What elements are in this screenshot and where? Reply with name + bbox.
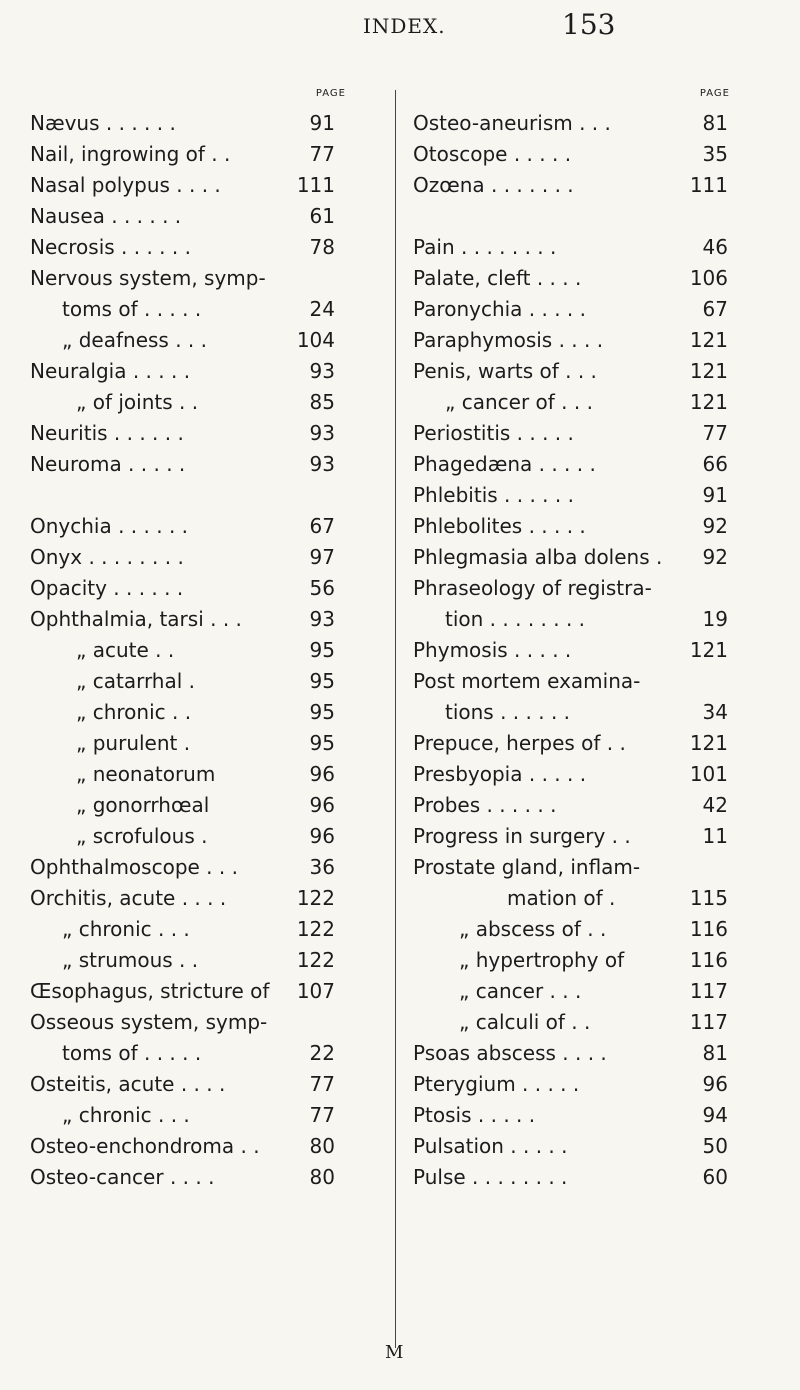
index-entry — [413, 1038, 754, 1069]
entry-label: Prostate gland, inflam- — [413, 855, 641, 879]
index-entry — [30, 790, 370, 821]
entry-page-number: 121 — [688, 387, 728, 418]
entry-page-number: 93 — [308, 604, 335, 635]
entry-page-number: 92 — [701, 511, 728, 542]
index-entry — [30, 1100, 370, 1131]
entry-label: Otoscope . . . . . — [413, 142, 572, 166]
page-column-header: PAGE — [315, 88, 346, 99]
entry-label: toms of . . . . . — [62, 297, 202, 321]
entry-page-number: 111 — [295, 170, 335, 201]
entry-label: „ abscess of . . — [459, 917, 607, 941]
entry-page-number: 122 — [295, 883, 335, 914]
entry-page-number: 61 — [308, 201, 335, 232]
entry-label: Œsophagus, stricture of — [30, 979, 270, 1003]
entry-label: Ptosis . . . . . — [413, 1103, 536, 1127]
entry-label: Onychia . . . . . . — [30, 514, 189, 538]
entry-label: Progress in surgery . . — [413, 824, 631, 848]
entry-page-number: 97 — [308, 542, 335, 573]
index-entry — [413, 263, 754, 294]
index-entry — [413, 821, 754, 852]
index-entry — [30, 821, 370, 852]
entry-label: „ catarrhal . — [76, 669, 196, 693]
index-entry — [413, 1162, 754, 1193]
entry-label: Phlegmasia alba dolens . — [413, 545, 663, 569]
entry-label: Post mortem examina- — [413, 669, 641, 693]
entry-page-number: 116 — [688, 914, 728, 945]
index-entry — [413, 573, 754, 604]
entry-page-number: 95 — [308, 666, 335, 697]
entry-label: Paraphymosis . . . . — [413, 328, 604, 352]
entry-label: Osteo-cancer . . . . — [30, 1165, 215, 1189]
entry-page-number: 116 — [688, 945, 728, 976]
entry-label: Phymosis . . . . . — [413, 638, 572, 662]
index-entry — [413, 976, 754, 1007]
entry-label: „ neonatorum — [76, 762, 216, 786]
index-entry — [413, 418, 754, 449]
index-entry — [30, 604, 370, 635]
index-entry — [30, 542, 370, 573]
entry-page-number: 78 — [308, 232, 335, 263]
entry-label: Prepuce, herpes of . . — [413, 731, 626, 755]
entry-label: Necrosis . . . . . . — [30, 235, 191, 259]
index-entry — [30, 945, 370, 976]
entry-label: Palate, cleft . . . . — [413, 266, 582, 290]
index-entry — [413, 759, 754, 790]
index-entry — [30, 449, 370, 480]
entry-page-number: 104 — [295, 325, 335, 356]
entry-label: Nail, ingrowing of . . — [30, 142, 231, 166]
index-entry — [30, 511, 370, 542]
entry-page-number: 85 — [308, 387, 335, 418]
entry-page-number: 81 — [701, 108, 728, 139]
index-entry — [30, 263, 370, 294]
index-column-left — [30, 88, 370, 1193]
entry-page-number: 93 — [308, 418, 335, 449]
entry-page-number: 96 — [701, 1069, 728, 1100]
index-entry — [30, 1131, 370, 1162]
entry-label: Neuroma . . . . . — [30, 452, 186, 476]
entry-label: „ chronic . . . — [62, 917, 190, 941]
entry-page-number: 96 — [308, 821, 335, 852]
entry-label: Phlebitis . . . . . . — [413, 483, 574, 507]
index-entry — [30, 697, 370, 728]
index-entry — [30, 759, 370, 790]
index-entry — [30, 883, 370, 914]
entry-page-number: 67 — [308, 511, 335, 542]
page-column-header: PAGE — [699, 88, 730, 99]
index-entry — [413, 449, 754, 480]
entry-page-number: 24 — [308, 294, 335, 325]
entry-label: Orchitis, acute . . . . — [30, 886, 227, 910]
entry-label: tions . . . . . . — [445, 700, 571, 724]
index-entry — [413, 914, 754, 945]
entry-page-number: 36 — [308, 852, 335, 883]
index-entry — [413, 1131, 754, 1162]
index-entry — [30, 387, 370, 418]
index-entry — [413, 790, 754, 821]
index-entry — [30, 108, 370, 139]
index-entry — [413, 294, 754, 325]
index-entry — [413, 1007, 754, 1038]
entry-label: Phraseology of registra- — [413, 576, 652, 600]
entry-label: Phlebolites . . . . . — [413, 514, 586, 538]
entry-label: „ scrofulous . — [76, 824, 208, 848]
entry-label: Presbyopia . . . . . — [413, 762, 587, 786]
index-entry — [30, 914, 370, 945]
entry-page-number: 121 — [688, 325, 728, 356]
entry-page-number: 106 — [688, 263, 728, 294]
entry-page-number: 92 — [701, 542, 728, 573]
entry-page-number: 94 — [701, 1100, 728, 1131]
entry-page-number: 77 — [308, 1100, 335, 1131]
entry-page-number: 11 — [701, 821, 728, 852]
index-entry — [30, 573, 370, 604]
index-entry — [30, 728, 370, 759]
entry-label: „ chronic . . — [76, 700, 192, 724]
entry-label: „ deafness . . . — [62, 328, 207, 352]
index-entry — [30, 418, 370, 449]
entry-label: „ of joints . . — [76, 390, 199, 414]
entry-label: Pulsation . . . . . — [413, 1134, 568, 1158]
entry-page-number: 117 — [688, 976, 728, 1007]
entry-label: Neuritis . . . . . . — [30, 421, 184, 445]
index-entry — [413, 325, 754, 356]
entry-page-number: 115 — [688, 883, 728, 914]
entry-page-number: 91 — [308, 108, 335, 139]
index-entry — [30, 201, 370, 232]
index-entry — [413, 666, 754, 697]
section-gap — [30, 480, 370, 511]
index-column-right — [413, 88, 754, 1193]
index-entries-right — [413, 108, 754, 1193]
entry-label: Osteitis, acute . . . . — [30, 1072, 226, 1096]
entry-label: Nævus . . . . . . — [30, 111, 176, 135]
page-number: 153 — [562, 8, 616, 41]
entry-label: tion . . . . . . . . — [445, 607, 586, 631]
entry-label: Periostitis . . . . . — [413, 421, 574, 445]
entry-label: „ acute . . — [76, 638, 175, 662]
section-gap — [413, 201, 754, 232]
index-entry — [413, 604, 754, 635]
entry-label: Nausea . . . . . . — [30, 204, 182, 228]
entry-page-number: 80 — [308, 1162, 335, 1193]
index-entry — [413, 635, 754, 666]
index-entry — [413, 1069, 754, 1100]
index-entry — [413, 697, 754, 728]
running-head — [0, 6, 800, 46]
entry-page-number: 122 — [295, 914, 335, 945]
index-entry — [30, 232, 370, 263]
entry-label: Ophthalmia, tarsi . . . — [30, 607, 242, 631]
index-entry — [30, 1162, 370, 1193]
entry-page-number: 22 — [308, 1038, 335, 1069]
entry-page-number: 35 — [701, 139, 728, 170]
entry-page-number: 77 — [701, 418, 728, 449]
entry-page-number: 121 — [688, 728, 728, 759]
entry-label: „ chronic . . . — [62, 1103, 190, 1127]
entry-page-number: 111 — [688, 170, 728, 201]
signature-mark: M — [385, 1342, 404, 1363]
entry-label: Pulse . . . . . . . . — [413, 1165, 568, 1189]
entry-label: Ophthalmoscope . . . — [30, 855, 238, 879]
entry-page-number: 66 — [701, 449, 728, 480]
index-entry — [30, 1038, 370, 1069]
entry-label: „ purulent . — [76, 731, 191, 755]
entry-label: Osteo-enchondroma . . — [30, 1134, 260, 1158]
entry-page-number: 67 — [701, 294, 728, 325]
entry-label: „ hypertrophy of — [459, 948, 625, 972]
index-entry — [413, 139, 754, 170]
index-entry — [30, 325, 370, 356]
entry-page-number: 95 — [308, 635, 335, 666]
index-entry — [413, 108, 754, 139]
entry-label: Nervous system, symp- — [30, 266, 266, 290]
index-entry — [413, 542, 754, 573]
index-entry — [413, 883, 754, 914]
index-entry — [413, 728, 754, 759]
entry-label: Phagedæna . . . . . — [413, 452, 596, 476]
entry-page-number: 50 — [701, 1131, 728, 1162]
index-entry — [413, 232, 754, 263]
entry-label: Pain . . . . . . . . — [413, 235, 557, 259]
index-entry — [30, 635, 370, 666]
entry-page-number: 80 — [308, 1131, 335, 1162]
entry-label: toms of . . . . . — [62, 1041, 202, 1065]
entry-label: mation of . — [507, 886, 616, 910]
index-entry — [413, 1100, 754, 1131]
entry-page-number: 101 — [688, 759, 728, 790]
entry-page-number: 42 — [701, 790, 728, 821]
entry-label: „ cancer of . . . — [445, 390, 593, 414]
entry-label: Pterygium . . . . . — [413, 1072, 580, 1096]
index-entries-left — [30, 108, 370, 1193]
entry-page-number: 93 — [308, 356, 335, 387]
entry-page-number: 19 — [701, 604, 728, 635]
index-entry — [413, 480, 754, 511]
index-entry — [30, 356, 370, 387]
entry-label: Onyx . . . . . . . . — [30, 545, 184, 569]
index-entry — [413, 511, 754, 542]
index-entry — [30, 666, 370, 697]
entry-page-number: 96 — [308, 790, 335, 821]
entry-label: Probes . . . . . . — [413, 793, 557, 817]
index-entry — [30, 1069, 370, 1100]
entry-label: Ozœna . . . . . . . — [413, 173, 574, 197]
index-entry — [30, 139, 370, 170]
entry-page-number: 56 — [308, 573, 335, 604]
index-entry — [30, 976, 370, 1007]
entry-label: Neuralgia . . . . . — [30, 359, 191, 383]
index-entry — [413, 852, 754, 883]
entry-page-number: 121 — [688, 356, 728, 387]
entry-label: Osseous system, symp- — [30, 1010, 268, 1034]
entry-label: „ gonorrhœal — [76, 793, 210, 817]
entry-page-number: 77 — [308, 1069, 335, 1100]
index-entry — [413, 945, 754, 976]
running-head-title: INDEX. — [363, 14, 446, 38]
entry-label: Osteo-aneurism . . . — [413, 111, 611, 135]
entry-page-number: 46 — [701, 232, 728, 263]
index-entry — [30, 852, 370, 883]
entry-page-number: 91 — [701, 480, 728, 511]
entry-page-number: 96 — [308, 759, 335, 790]
entry-page-number: 60 — [701, 1162, 728, 1193]
index-entry — [30, 1007, 370, 1038]
entry-label: „ cancer . . . — [459, 979, 582, 1003]
entry-page-number: 77 — [308, 139, 335, 170]
entry-label: Penis, warts of . . . — [413, 359, 597, 383]
entry-page-number: 122 — [295, 945, 335, 976]
index-entry — [413, 356, 754, 387]
entry-label: Paronychia . . . . . — [413, 297, 587, 321]
index-entry — [30, 294, 370, 325]
entry-page-number: 117 — [688, 1007, 728, 1038]
index-entry — [413, 170, 754, 201]
entry-page-number: 121 — [688, 635, 728, 666]
index-entry — [413, 387, 754, 418]
entry-label: Nasal polypus . . . . — [30, 173, 221, 197]
entry-label: Psoas abscess . . . . — [413, 1041, 607, 1065]
entry-page-number: 93 — [308, 449, 335, 480]
column-divider — [395, 90, 396, 1348]
entry-page-number: 34 — [701, 697, 728, 728]
entry-page-number: 95 — [308, 697, 335, 728]
entry-page-number: 95 — [308, 728, 335, 759]
entry-label: „ calculi of . . — [459, 1010, 591, 1034]
entry-label: „ strumous . . — [62, 948, 199, 972]
entry-page-number: 107 — [295, 976, 335, 1007]
entry-page-number: 81 — [701, 1038, 728, 1069]
entry-label: Opacity . . . . . . — [30, 576, 184, 600]
index-entry — [30, 170, 370, 201]
